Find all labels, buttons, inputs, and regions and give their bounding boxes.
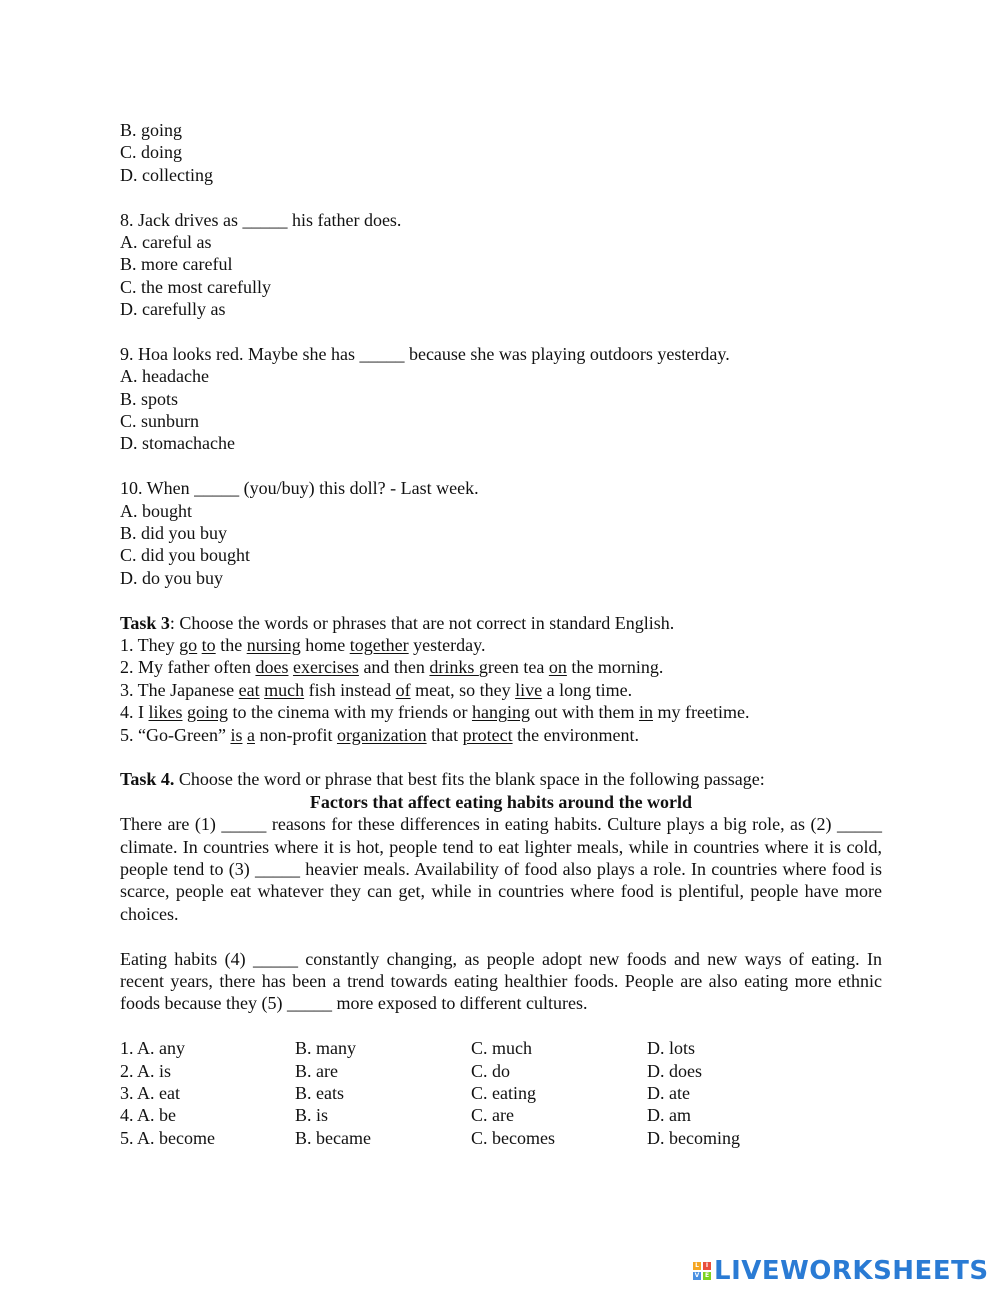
error-option[interactable]: organization <box>336 724 427 745</box>
answer-option[interactable]: B. became <box>295 1127 371 1148</box>
answer-option[interactable]: 4. A. be <box>120 1105 176 1126</box>
error-option[interactable]: live <box>515 679 543 700</box>
answer-option[interactable]: 5. A. become <box>120 1127 215 1148</box>
error-option[interactable]: does <box>255 657 289 678</box>
answer-option[interactable]: D. becoming <box>647 1127 740 1148</box>
answer-option[interactable]: B. are <box>295 1060 338 1081</box>
error-option[interactable]: go <box>179 634 198 655</box>
task3-instruction: : Choose the words or phrases that are not correct in standard English. <box>169 612 675 633</box>
answer-option[interactable]: 1. A. any <box>120 1038 185 1059</box>
answer-option[interactable]: D. ate <box>647 1082 690 1103</box>
task4-instruction: Choose the word or phrase that best fits the blank space in the following passage: <box>174 769 765 790</box>
q10-option-d: D. do you buy <box>120 567 223 588</box>
error-option[interactable]: hanging <box>471 702 530 723</box>
error-option[interactable]: likes <box>148 702 183 723</box>
answer-option[interactable]: D. does <box>647 1060 702 1081</box>
answer-option[interactable]: B. many <box>295 1038 356 1059</box>
q9-option-b: B. spots <box>120 388 179 409</box>
answer-options-grid <box>120 1037 882 1149</box>
q9-option-a: A. headache <box>120 366 209 387</box>
error-option[interactable]: protect <box>462 724 513 745</box>
error-option[interactable]: exercises <box>292 657 359 678</box>
q7-option-d: D. collecting <box>120 164 213 185</box>
q9-stem: 9. Hoa looks red. Maybe she has _____ because she was playing outdoors yesterday. <box>120 343 730 364</box>
task3-label: Task 3 <box>120 612 170 633</box>
answer-option[interactable]: B. is <box>295 1105 329 1126</box>
task3-sentence-5: 5. “Go-Green” is a non-profit organization that protect the environment. <box>120 724 640 745</box>
liveworksheets-logo <box>693 1256 989 1286</box>
passage-paragraph-2: Eating habits (4) _____ constantly changing, as people adopt new foods and new ways of eating. In recent years, there has been a trend towards eating healthier foods. People are also eating more ethnic foods because they (5) _____ more exposed to different cultures. <box>120 948 882 1014</box>
q7-option-c: C. doing <box>120 142 183 163</box>
logo-mark-icon: L I V E <box>694 1262 710 1279</box>
q7-option-b: B. going <box>120 120 183 140</box>
q8-option-b: B. more careful <box>120 254 233 275</box>
answer-option[interactable]: C. do <box>471 1060 511 1081</box>
q8-option-d: D. carefully as <box>120 299 226 320</box>
task3-sentence-4: 4. I likes going to the cinema with my friends or hanging out with them in my freetime. <box>120 702 750 723</box>
error-option[interactable]: drinks <box>429 657 479 678</box>
error-option[interactable]: to <box>201 634 216 655</box>
error-option[interactable]: together <box>349 634 409 655</box>
passage-paragraph-1: There are (1) _____ reasons for these differences in eating habits. Culture plays a big role, as (2) _____ climate. In countries where it is hot, people tend to eat lighter meals, while in countries where it is cold, people tend to (3) _____ heavier meals. Availability of food also plays a role. In countries where food is scarce, people eat whatever they can get, while in countries where food is plentiful, people have more choices. <box>120 814 882 924</box>
error-option[interactable]: much <box>264 679 305 700</box>
error-option[interactable]: in <box>638 702 653 723</box>
task3-heading <box>120 612 882 634</box>
answer-option[interactable]: 3. A. eat <box>120 1082 180 1103</box>
q8-option-c: C. the most carefully <box>120 276 271 297</box>
task3-sentence-3: 3. The Japanese eat much fish instead of meat, so they live a long time. <box>120 679 633 700</box>
error-option[interactable]: of <box>395 679 411 700</box>
answer-option[interactable]: 2. A. is <box>120 1060 172 1081</box>
q8-option-a: A. careful as <box>120 231 212 252</box>
q8-stem: 8. Jack drives as _____ his father does. <box>120 209 402 230</box>
q9-option-d: D. stomachache <box>120 433 235 454</box>
q10-option-c: C. did you bought <box>120 545 251 566</box>
logo-text: LIVEWORKSHEETS <box>714 1256 989 1286</box>
answer-option[interactable]: D. am <box>647 1105 691 1126</box>
passage-title: Factors that affect eating habits around the world <box>309 791 693 812</box>
error-option[interactable]: nursing <box>246 634 301 655</box>
task4-label: Task 4. <box>120 769 175 790</box>
task3-sentence-2: 2. My father often does exercises and then drinks green tea on the morning. <box>120 657 664 678</box>
answer-option[interactable]: C. much <box>471 1038 532 1059</box>
error-option[interactable]: a <box>246 724 255 745</box>
answer-option[interactable]: C. eating <box>471 1082 536 1103</box>
answer-option[interactable]: B. eats <box>295 1082 344 1103</box>
q10-stem: 10. When _____ (you/buy) this doll? - Last week. <box>120 478 479 499</box>
error-option[interactable]: eat <box>238 679 260 700</box>
worksheet-page <box>120 119 882 1149</box>
task4-heading <box>120 768 882 790</box>
q10-option-b: B. did you buy <box>120 523 228 544</box>
q9-option-c: C. sunburn <box>120 411 200 432</box>
q10-option-a: A. bought <box>120 500 192 521</box>
error-option[interactable]: going <box>187 702 229 723</box>
error-option[interactable]: on <box>548 657 567 678</box>
task3-sentence-1: 1. They go to the nursing home together yesterday. <box>120 634 486 655</box>
answer-option[interactable]: C. becomes <box>471 1127 555 1148</box>
error-option[interactable]: is <box>230 724 243 745</box>
answer-option[interactable]: D. lots <box>647 1038 696 1059</box>
answer-option[interactable]: C. are <box>471 1105 514 1126</box>
